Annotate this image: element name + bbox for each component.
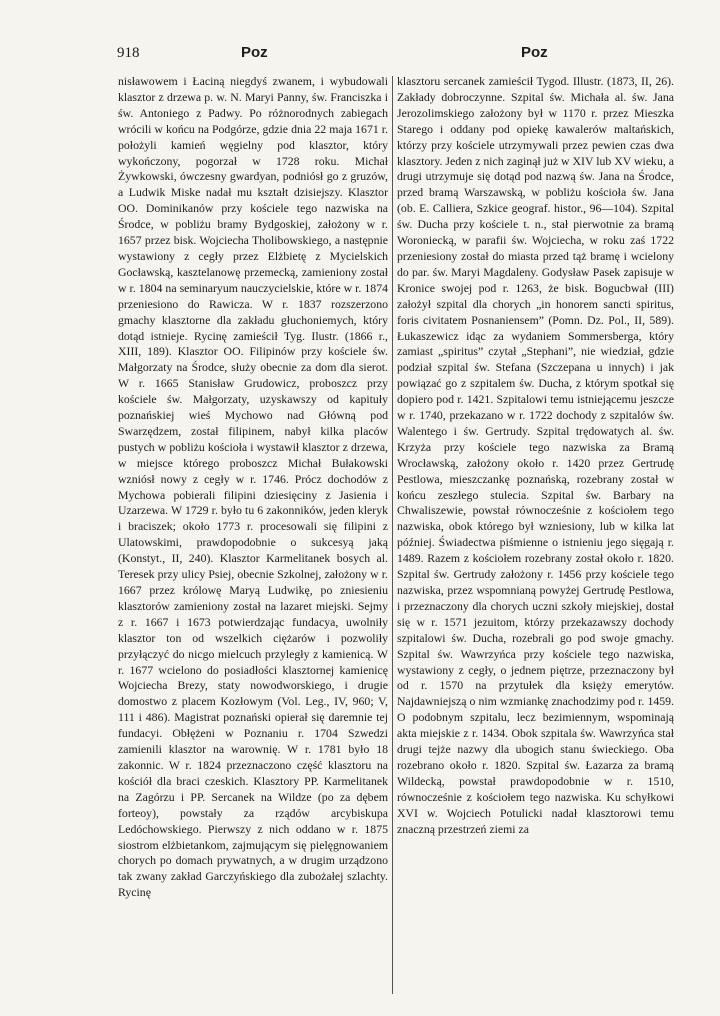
right-column-text: klasztoru sercanek zamieścił Tygod. Illustr. (1873, II, 26). Zakłady dobroczynne. Szpital św. Michała al. św. Jana Jerozolimskiego założony był w 1170 r. przez Mieszka Starego i oddany pod opiekę kawalerów maltańskich, którzy przy kościele utrzymywali przez pewien czas dwa klasztory. Jeden z nich zaginął już w XIV lub XV wieku, a drugi utrzymuje się dotąd pod nazwą św. Jana na Środce, przed bramą Warszawską, w pobliżu kościoła św. Jana (ob. E. Calliera, Szkice geograf. histor., 96—104). Szpital św. Ducha przy kościele t. n., stał pierwotnie za bramą Woroniecką, w parafii św. Wojciecha, w roku zaś 1722 przeniesiony został do miasta przed tąż bramę i wcielony do par. św. Maryi Magdaleny. Godysław Pasek zapisuje w Kronice swojej pod r. 1263, że bisk. Bogucbwał (III) założył szpital dla chorych „in honorem sancti spiritus, foris civitatem Posnaniensem” (Pomn. Dz. Pol., II, 589). Łukaszewicz idąc za wydaniem Sommersberga, który zamiast „spiritus” czytał „Stephani”, nie wiedział, gdzie podział szpital św. Stefana (Szczepana u innych) i jak powiązać go z szpitalem św. Ducha, z którym spotkał się dopiero pod r. 1421. Szpitalowi temu istniejącemu jeszcze w r. 1740, przekazano w r. 1722 dochody z szpitalów św. Walentego i św. Gertrudy. Szpital trędowatych al. św. Krzyża przy kościele tego nazwiska za Bramą Wrocławską, założony około r. 1420 przez Gertrudę Pestlowa, mieszczankę poznańską, rozebrany został w końcu zeszłego stulecia. Szpital św. Barbary na Chwaliszewie, powstał równocześnie z kościołem tego nazwiska, obok którego był wzniesiony, lub w kilka lat później. Świadectwa piśmienne o istnieniu jego sięgają r. 1489. Razem z kościołem rozebrany został około r. 1820. Szpital św. Gertrudy założony r. 1456 przy kościele tego nazwiska, przez wspomnianą powyżej Gertrudę Pestlowa, i przeznaczony dla chorych uczni szkoły miejskiej, dostał się w r. 1571 jezuitom, którzy przekazawszy dochody szpitalowi św. Ducha, rozebrali go pod swoje gmachy. Szpital św. Wawrzyńca przy kościele tego nazwiska, wystawiony z cegły, o jednem piętrze, przeznaczony był od r. 1570 na przytułek dla księży emerytów. Najdawniejszą o nim wzmiankę znachodzimy pod r. 1459. O podobnym szpitalu, lecz bezimiennym, wspominają akta miejskie z r. 1434. Obok szpitala św. Wawrzyńca stał drugi tejże nazwy dla ubogich stanu świeckiego. Oba rozebrano około r. 1820. Szpital św. Łazarza za bramą Wildecką, powstał prawdopodobnie w r. 1510, równocześnie z kościołem tego nazwiska. Ku schyłkowi XVI w. Wojciech Potulicki nadał klasztorowi temu znaczną przestrzeń ziemi za	[397, 74, 674, 836]
left-column-text: nisławowem i Łaciną niegdyś zwanem, i wybudowali klasztor z drzewa p. w. N. Maryi Panny, św. Franciszka i św. Antoniego z Padwy. Po różnorodnych zabiegach wrócili w końcu na Podgórze, gdzie dnia 22 maja 1671 r. położyli kamień węgielny pod klasztor, który wykończony, pogorzał w 1728 roku. Michał Żywkowski, ówczesny gwardyan, podniósł go z gruzów, a Ludwik Miske nadał mu kształt dzisiejszy. Klasztor OO. Dominikanów przy kościele tego nazwiska na Środce, w pobliżu bramy Bydgoskiej, założony w r. 1657 przez bisk. Wojciecha Tholibowskiego, a następnie wystawiony z cegły przez Elżbietę z Mycielskich Gocławską, kasztelanowę przemecką, zamieniony został w r. 1804 na seminaryum nauczycielskie, które w r. 1874 przeniesiono do Rawicza. W r. 1837 rozszerzono gmachy klasztorne dla zakładu głuchoniemych, który dotąd istnieje. Rycinę zamieścił Tyg. Ilustr. (1866 r., XIII, 189). Klasztor OO. Filipinów przy kościele św. Małgorzaty na Środce, służy obecnie za dom dla sierot. W r. 1665 Stanisław Grudowicz, proboszcz przy kościele św. Małgorzaty, uzyskawszy od kapituły poznańskiej wieś Mychowo nad Główną pod Swarzędzem, został filipinem, nabył kilka placów pustych w pobliżu kościoła i wystawił klasztor z drzewa, w miejsce którego proboszcz Michał Bułakowski wzniósł nowy z cegły w r. 1746. Prócz dochodów z Mychowa pobierali filipini dziesięciny z Jasienia i Uzarzewa. W 1729 r. było tu 6 zakonników, jeden kleryk i braciszek; około 1773 r. procesowali się filipini z Ulatowskimi, prawdopodobnie o sukcesyą jaką (Konstyt., II, 240). Klasztor Karmelitanek bosych al. Teresek przy ulicy Psiej, obecnie Szkolnej, założony w r. 1667 przez królowę Maryą Ludwikę, po zniesieniu klasztorów zamieniony został na lazaret miejski. Sejmy z r. 1667 i 1673 potwierdzając fundacya, uwolniły klasztor ton od wszelkich ciężarów i pozwoliły przyłączyć do nicgo mielcuch przyległy z kamienicą. W r. 1677 wcielono do posiadłości klasztornej kamienicę Wojciecha Brezy, staty nowodworskiego, i drugie domostwo z placem Kozłowym (Vol. Leg., IV, 960; V, 111 i 486). Magistrat poznański opierał się daremnie tej fundacyi. Obłężeni w Poznaniu r. 1704 Szwedzi zamienili klasztor na warownię. W r. 1781 było 18 zakonnic. W r. 1824 przeznaczono część klasztoru na kościół dla braci czeskich. Klasztory PP. Karmelitanek na Zagórzu i PP. Sercanek na Wildze (po za dębem forteoy), powstały za rządów arcybiskupa Ledóchowskiego. Pierwszy z nich oddano w r. 1875 siostrom elżbietankom, zajmującym się pielęgnowaniem chorych po domach prywatnych, a w drugim urządzono tak zwany zakład Garczyńskiego dla zubożałej szlachty. Rycinę	[118, 74, 388, 900]
right-column	[397, 74, 674, 994]
column-divider	[392, 76, 393, 994]
running-head-right: Poz	[521, 44, 548, 61]
page-number: 918	[117, 45, 140, 61]
running-head-left: Poz	[241, 44, 268, 61]
left-column	[118, 74, 388, 994]
